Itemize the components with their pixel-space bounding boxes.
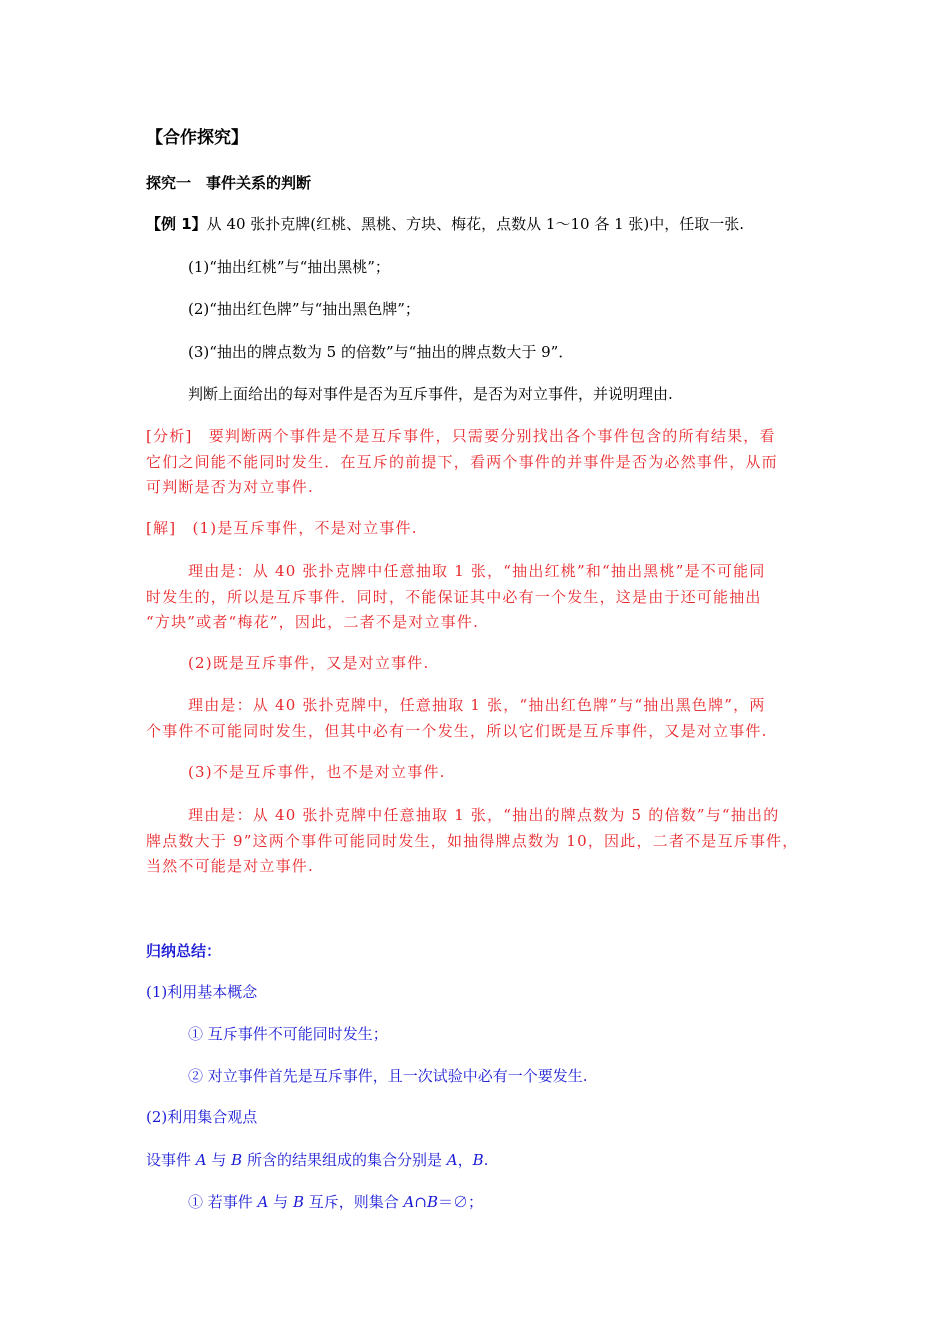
example-question: 判断上面给出的每对事件是否为互斥事件，是否为对立事件，并说明理由. bbox=[188, 385, 673, 403]
text-fragment: 所含的结果组成的集合分别是 bbox=[242, 1151, 447, 1169]
summary-point-1b: ② 对立事件首先是互斥事件，且一次试验中必有一个要发生. bbox=[188, 1067, 588, 1085]
solution-reason-line: 理由是：从 40 张扑克牌中任意抽取 1 张，“抽出的牌点数为 5 的倍数”与“抽出的 bbox=[188, 806, 780, 824]
topic-heading: 探究一 事件关系的判断 bbox=[146, 174, 312, 192]
example-statement bbox=[146, 214, 744, 234]
summary-set-statement bbox=[146, 1150, 488, 1170]
var-b: B bbox=[231, 1151, 243, 1169]
text-fragment: 与 bbox=[268, 1193, 293, 1211]
solution-answer-1: [解] (1)是互斥事件，不是对立事件. bbox=[146, 519, 418, 537]
solution-reason-line: 当然不可能是对立事件. bbox=[146, 857, 314, 875]
var-b: B bbox=[292, 1193, 304, 1211]
summary-point-2: (2)利用集合观点 bbox=[146, 1108, 258, 1126]
solution-reason-line: 牌点数大于 9”这两个事件可能同时发生，如抽得牌点数为 10，因此，二者不是互斥事件， bbox=[146, 832, 799, 850]
example-item-1: (1)“抽出红桃”与“抽出黑桃”； bbox=[188, 258, 390, 276]
summary-point-1: (1)利用基本概念 bbox=[146, 983, 258, 1001]
text-fragment: ＝∅； bbox=[437, 1193, 483, 1211]
text-fragment: ① 若事件 bbox=[188, 1193, 258, 1211]
summary-heading: 归纳总结： bbox=[146, 942, 222, 960]
text-fragment: . bbox=[483, 1151, 489, 1169]
section-title: 【合作探究】 bbox=[146, 128, 248, 148]
text-fragment: 设事件 bbox=[146, 1151, 196, 1169]
solution-reason-line: 理由是：从 40 张扑克牌中，任意抽取 1 张，“抽出红色牌”与“抽出黑色牌”，两 bbox=[188, 696, 766, 714]
example-item-3: (3)“抽出的牌点数为 5 的倍数”与“抽出的牌点数大于 9”． bbox=[188, 343, 574, 361]
var-b: B bbox=[426, 1193, 438, 1211]
solution-answer-3: (3)不是互斥事件，也不是对立事件. bbox=[188, 763, 446, 781]
solution-reason-line: 个事件不可能同时发生，但其中必有一个发生，所以它们既是互斥事件，又是对立事件. bbox=[146, 722, 768, 740]
var-a: A bbox=[257, 1193, 269, 1211]
analysis-line: 可判断是否为对立事件. bbox=[146, 478, 314, 496]
example-item-2: (2)“抽出红色牌”与“抽出黑色牌”； bbox=[188, 300, 420, 318]
var-a: A bbox=[446, 1151, 458, 1169]
analysis-line: 它们之间能不能同时发生．在互斥的前提下，看两个事件的并事件是否为必然事件，从而 bbox=[146, 453, 778, 471]
text-fragment: ， bbox=[457, 1151, 473, 1169]
summary-point-2a bbox=[188, 1192, 483, 1212]
var-a: A bbox=[195, 1151, 207, 1169]
text-fragment: 互斥，则集合 bbox=[303, 1193, 404, 1211]
var-b: B bbox=[472, 1151, 484, 1169]
solution-reason-line: “方块”或者“梅花”，因此，二者不是对立事件. bbox=[146, 613, 480, 631]
summary-point-1a: ① 互斥事件不可能同时发生； bbox=[188, 1025, 388, 1043]
example-label: 【例 1】 bbox=[146, 215, 207, 233]
solution-answer-2: (2)既是互斥事件，又是对立事件. bbox=[188, 654, 430, 672]
solution-reason-line: 时发生的，所以是互斥事件．同时，不能保证其中必有一个发生，这是由于还可能抽出 bbox=[146, 588, 762, 606]
intersection-symbol: ∩ bbox=[414, 1193, 427, 1211]
solution-reason-line: 理由是：从 40 张扑克牌中任意抽取 1 张，“抽出红桃”和“抽出黑桃”是不可能同 bbox=[188, 562, 766, 580]
analysis-line: [分析] 要判断两个事件是不是互斥事件，只需要分别找出各个事件包含的所有结果，看 bbox=[146, 427, 776, 445]
example-text: 从 40 张扑克牌(红桃、黑桃、方块、梅花，点数从 1～10 各 1 张)中，任取一张. bbox=[206, 215, 745, 233]
var-a: A bbox=[403, 1193, 415, 1211]
text-fragment: 与 bbox=[206, 1151, 232, 1169]
